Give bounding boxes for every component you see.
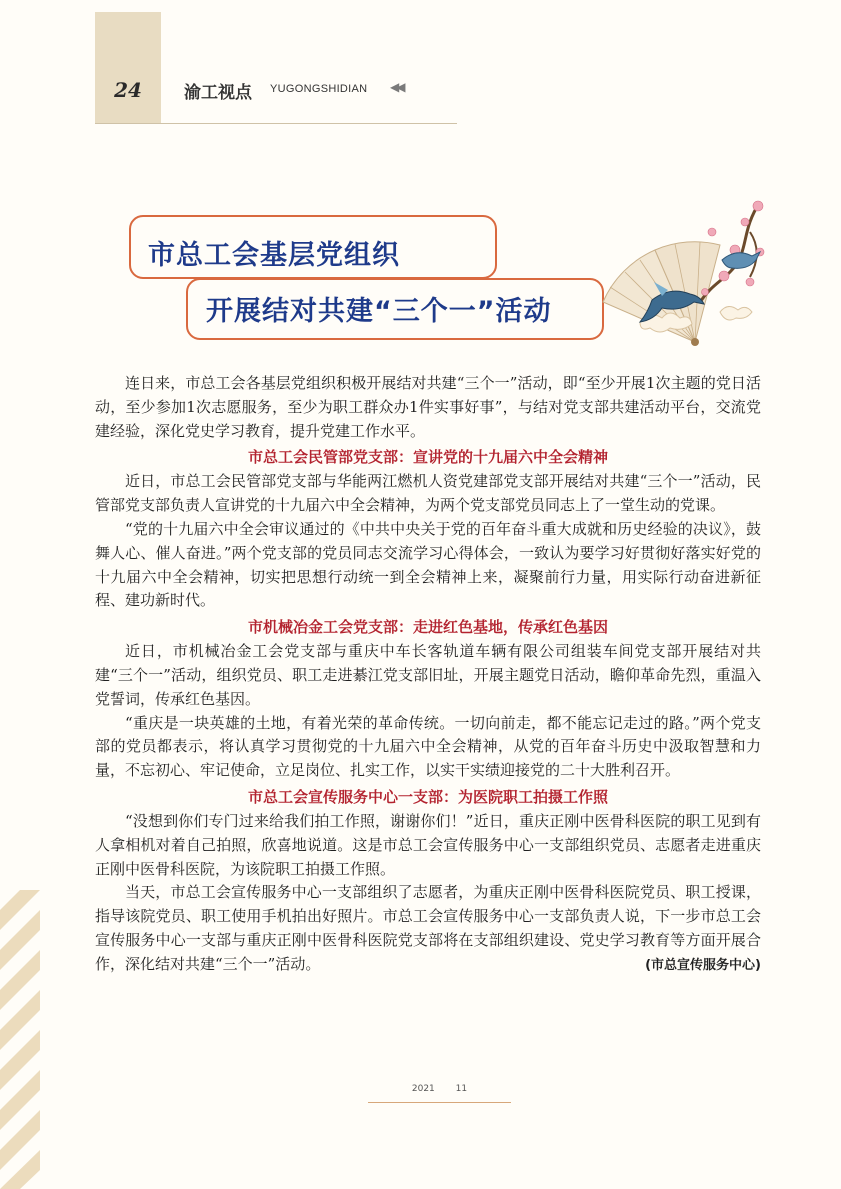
footer-year: 2021 [411,1084,435,1094]
column-title: 渝工视点 [184,83,252,103]
intro-paragraph: 连日来，市总工会各基层党组织积极开展结对共建“三个一”活动，即“至少开展1次主题的党日活动，至少参加1次志愿服务，至少为职工群众办1件实事好事”，与结对党支部共建活动平台，交流党建经验，深化党史学习教育，提升党建工作水平。 [95,374,761,440]
paragraph: 近日，市总工会民管部党支部与华能两江燃机人资党建部党支部开展结对共建“三个一”活动，民管部党支部负责人宣讲党的十九届六中全会精神，为两个党支部党员同志上了一堂生动的党课。 [95,472,761,515]
article-body [95,372,761,973]
section-heading: 市机械冶金工会党支部：走进红色基地，传承红色基因 [247,618,608,637]
paragraph: “没想到你们专门过来给我们拍工作照，谢谢你们！”近日，重庆正刚中医骨科医院的职工见到有人拿相机对着自己拍照，欣喜地说道。这是市总工会宣传服务中心一支部组织党员、志愿者走进重庆正刚中医骨科医院，为该院职工拍摄工作照。 [95,811,761,878]
page-number: 24 [114,78,142,102]
section-heading: 市总工会民管部党支部：宣讲党的十九届六中全会精神 [247,448,608,467]
fan-blossom-bird-illustration [600,192,770,367]
paragraph: 近日，市机械冶金工会党支部与重庆中车长客轨道车辆有限公司组装车间党支部开展结对共建“三个一”活动，组织党员、职工走进綦江党支部旧址，开展主题党日活动，瞻仰革命先烈，重温入党誓词，传承红色基因。 [95,642,761,708]
article-title-line1: 市总工会基层党组织 [148,240,400,271]
article-title-line2: 开展结对共建“三个一”活动 [206,296,552,327]
footer-issue-number: 11 [455,1084,468,1094]
double-arrow-left-icon: ◀◀ [390,80,403,94]
header-divider [95,123,457,124]
section-heading: 市总工会宣传服务中心一支部：为医院职工拍摄工作照 [247,787,608,806]
paragraph: “重庆是一块英雄的土地，有着光荣的革命传统。一切向前走，都不能忘记走过的路。”两个党支部的党员都表示，将认真学习贯彻党的十九届六中全会精神，从党的百年奋斗历史中汲取智慧和力量，不忘初心、牢记使命，立足岗位、扎实工作，以实干实绩迎接党的二十大胜利召开。 [95,713,761,780]
footer-issue [368,1084,511,1094]
column-subtitle: YUGONGSHIDIAN [270,83,368,95]
page-number-tab [95,12,161,123]
paragraph: 当天，市总工会宣传服务中心一支部组织了志愿者，为重庆正刚中医骨科医院党员、职工授课，指导该院党员、职工使用手机拍出好照片。市总工会宣传服务中心一支部负责人说，下一步市总工会宣传服务中心一支部与重庆正刚中医骨科医院党支部将在支部组织建设、党史学习教育等方面开展合作，深化结对共建“三个一”活动。 [95,883,761,973]
paragraph: “党的十九届六中全会审议通过的《中共中央关于党的百年奋斗重大成就和历史经验的决议》，鼓舞人心、催人奋进。”两个党支部的党员同志交流学习心得体会，一致认为要学习好贯彻好落实好党的十九届六中全会精神，切实把思想行动统一到全会精神上来，凝聚前行力量，用实际行动奋进新征程、建功新时代。 [95,519,761,610]
article-credit: (市总宣传服务中心) [645,957,761,973]
footer-divider [368,1102,511,1103]
diagonal-stripe-decoration [0,890,40,1189]
